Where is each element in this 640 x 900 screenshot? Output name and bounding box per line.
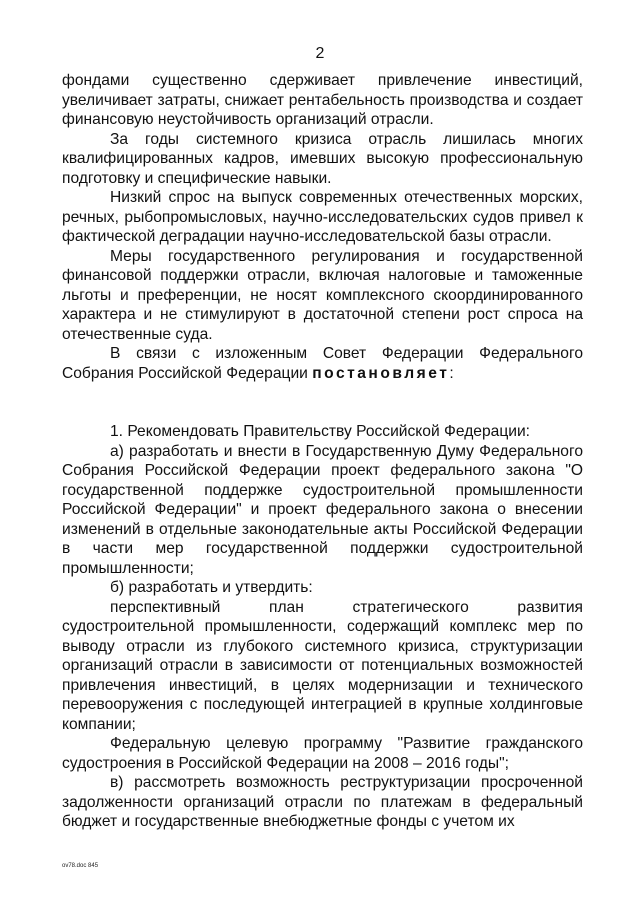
paragraph-regulation: Меры государственного регулирования и государственной финансовой поддержки отрасли, включая налоговые и таможенные льготы и преференции, не носят комплексного скоординированного характера и не стимулируют в достаточной степени рост спроса на отечественные суда.: [62, 247, 583, 343]
federal-program-item: Федеральную целевую программу "Развитие гражданского судостроения в Российской Федерации на 2008 – 2016 годы";: [62, 735, 583, 772]
paragraph-personnel: За годы системного кризиса отрасль лишилась многих квалифицированных кадров, имевших высокую профессиональную подготовку и специфические навыки.: [62, 130, 583, 187]
paragraph-demand: Низкий спрос на выпуск современных отечественных морских, речных, рыбопромысловых, научно-исследовательских судов привел к фактической деградации научно-исследовательской базы отрасли.: [62, 189, 583, 245]
strategic-plan-item: перспективный план стратегического развития судостроительной промышленности, содержащий комплекс мер по выводу отрасли из глубокого системного кризиса, структуризации организаций отрасли в зависимости от потенциальных возможностей привлечения инвестиций, в целях модернизации и технического перевооружения с последующей интеграцией в крупные холдинговые компании;: [62, 598, 583, 733]
resolution-colon: :: [449, 364, 454, 382]
file-code-footer: ov78.doc 845: [62, 863, 99, 869]
page-number: 2: [315, 45, 325, 62]
document-body: [62, 71, 583, 832]
resolution-verb: постановляет: [312, 364, 450, 382]
recommendation-item-1: 1. Рекомендовать Правительству Российской Федерации:: [110, 423, 531, 440]
resolution-paragraph: [62, 344, 583, 383]
recommendation-item-a: а) разработать и внести в Государственную Думу Федерального Собрания Российской Федерации проект федерального закона "О государственной поддержке судостроительной промышленности Российской Федерации" и проект федерального закона о внесении изменений в отдельные законодательные акты Российской Федерации в части мер государственной поддержки судостроительной промышленности;: [62, 442, 583, 577]
paragraph-funds: фондами существенно сдерживает привлечение инвестиций, увеличивает затраты, снижает рентабельность производства и создает финансовую неустойчивость организаций отрасли.: [62, 72, 583, 128]
resolution-intro: В связи с изложенным Совет Федерации Федерального Собрания Российской Федерации: [62, 345, 583, 382]
recommendation-item-b: б) разработать и утвердить:: [110, 579, 313, 596]
recommendation-item-v: в) рассмотреть возможность реструктуризации просроченной задолженности организаций отрасли по платежам в федеральный бюджет и государственные внебюджетные фонды с учетом их: [62, 774, 583, 830]
